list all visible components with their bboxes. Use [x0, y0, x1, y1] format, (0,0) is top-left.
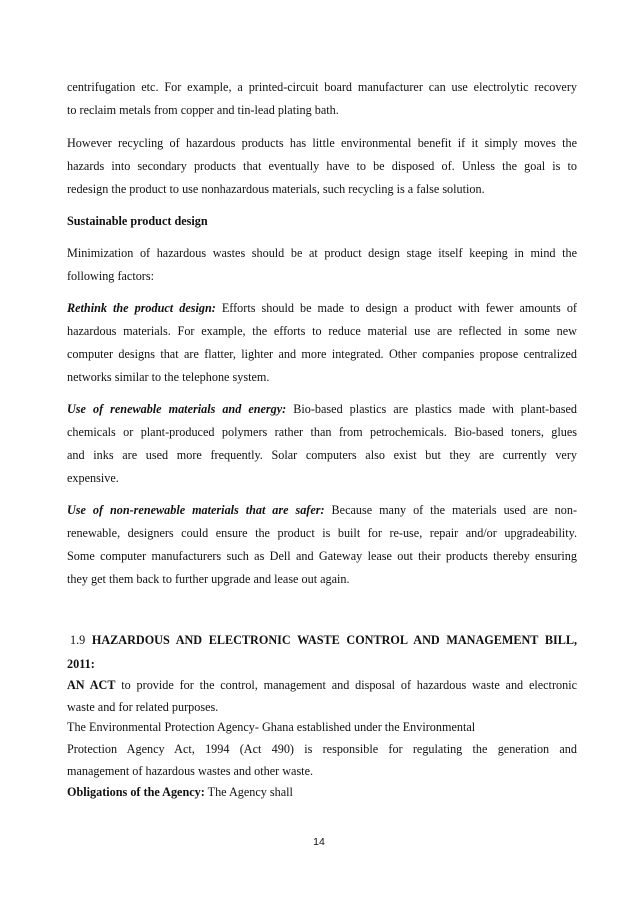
- paragraph-line: hazardous materials. For example, the efforts to reduce material use are reflected in some new: [67, 324, 577, 338]
- paragraph-line: and inks are used more frequently. Solar computers also exist but they are currently very: [67, 448, 577, 462]
- inline-heading: AN ACT: [67, 678, 116, 692]
- paragraph-line: expensive.: [67, 471, 119, 485]
- paragraph-line: Some computer manufacturers such as Dell and Gateway lease out their products thereby ensuring: [67, 549, 577, 563]
- paragraph-line: to reclaim metals from copper and tin-lead plating bath.: [67, 103, 339, 117]
- paragraph-line: computer designs that are flatter, lighter and more integrated. Other companies propose centralized: [67, 347, 577, 361]
- paragraph-line: they get them back to further upgrade and lease out again.: [67, 572, 350, 586]
- section-heading: Sustainable product design: [67, 214, 208, 228]
- paragraph-line: Rethink the product design: Efforts should be made to design a product with fewer amounts of: [67, 301, 577, 315]
- inline-heading: Rethink the product design:: [67, 301, 216, 315]
- paragraph-line: following factors:: [67, 269, 154, 283]
- paragraph-line: Protection Agency Act, 1994 (Act 490) is responsible for regulating the generation and: [67, 742, 577, 756]
- inline-heading: Obligations of the Agency:: [67, 785, 205, 799]
- paragraph-line: However recycling of hazardous products has little environmental benefit if it simply moves the: [67, 136, 577, 150]
- inline-heading: Use of non-renewable materials that are safer:: [67, 503, 325, 517]
- paragraph-line: Minimization of hazardous wastes should be at product design stage itself keeping in mind the: [67, 246, 577, 260]
- paragraph-line: networks similar to the telephone system.: [67, 370, 270, 384]
- paragraph-line: Use of non-renewable materials that are safer: Because many of the materials used are non-: [67, 503, 578, 517]
- page-number: 14: [313, 836, 325, 848]
- inline-heading: Use of renewable materials and energy:: [67, 402, 287, 416]
- paragraph-line: redesign the product to use nonhazardous materials, such recycling is a false solution.: [67, 182, 485, 196]
- section-title-line: 2011:: [67, 657, 95, 671]
- paragraph-line: waste and for related purposes.: [67, 700, 219, 714]
- paragraph-line: management of hazardous wastes and other waste.: [67, 764, 314, 778]
- paragraph-line: Obligations of the Agency: The Agency shall: [67, 785, 293, 799]
- paragraph-line: hazards into secondary products that eventually have to be disposed of. Unless the goal is to: [67, 159, 577, 173]
- paragraph-line: Use of renewable materials and energy: Bio-based plastics are plastics made with plant-based: [67, 402, 577, 416]
- paragraph-line: The Environmental Protection Agency- Ghana established under the Environmental: [67, 720, 476, 734]
- section-title: 1.9 HAZARDOUS AND ELECTRONIC WASTE CONTROL AND MANAGEMENT BILL,: [67, 633, 577, 648]
- paragraph-line: chemicals or plant-produced polymers rather than from petrochemicals. Bio-based toners, glues: [67, 425, 577, 439]
- paragraph-line: centrifugation etc. For example, a printed-circuit board manufacturer can use electrolytic recovery: [67, 80, 577, 94]
- paragraph-line: renewable, designers could ensure the product is built for re-use, repair and/or upgradeability.: [67, 526, 577, 540]
- section-number: 1.9: [70, 633, 86, 647]
- paragraph-line: AN ACT to provide for the control, management and disposal of hazardous waste and electronic: [67, 678, 577, 692]
